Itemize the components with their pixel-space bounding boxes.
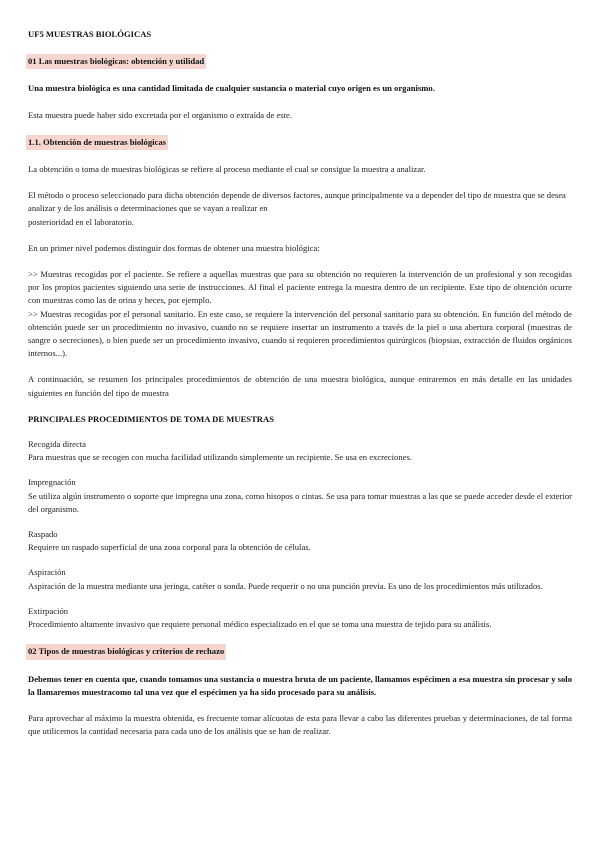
aliquot-paragraph: Para aprovechar al máximo la muestra obtenida, es frecuente tomar alícuotas de esta para llevar a cabo las diferentes pruebas y determinaciones, de tal forma que utilicemos la cantidad necesaria para cada uno de los análisis que se han de realizar. xyxy=(28,712,572,737)
patient-collected-paragraph: >> Muestras recogidas por el paciente. Se refiere a aquellas muestras que para su obtención no requieren la intervención de un profesional y son recogidas por los propios pacientes siguiendo una serie de instrucciones. Al final el paciente entrega la muestra dentro de un recipiente. Este tipo de obtención ocurre con muestras como las de orina y heces, por ejemplo. xyxy=(28,269,572,306)
section-1-1-heading: 1.1. Obtención de muestras biológicas xyxy=(26,135,168,150)
procedure-description: Aspiración de la muestra mediante una jeringa, catéter o sonda. Puede requerir o no una punción previa. Es uno de los procedimientos más utilizados. xyxy=(28,580,543,591)
procedures-heading: PRINCIPALES PROCEDIMIENTOS DE TOMA DE MUESTRAS xyxy=(28,413,274,424)
method-paragraph-line-1: El método o proceso seleccionado para dicha obtención depende de diversos factores, aunque principalmente va a depender del tipo de muestra que se desea analizar y de los análisis o determinaciones que se vayan a realizar en xyxy=(28,190,566,214)
procedure-name: Impregnación xyxy=(28,477,76,488)
procedure-name: Recogida directa xyxy=(28,439,86,450)
document-title: UF5 MUESTRAS BIOLÓGICAS xyxy=(28,29,152,39)
procedure-name: Raspado xyxy=(28,529,58,540)
definition-paragraph: Una muestra biológica es una cantidad limitada de cualquier sustancia o material cuyo origen es un organismo. xyxy=(28,83,435,94)
procedure-item xyxy=(28,605,572,631)
method-paragraph xyxy=(28,189,572,229)
summary-intro: A continuación, se resumen los principales procedimientos de obtención de una muestra biológica, aunque entraremos en más detalle en las unidades siguientes en función del tipo de muestra xyxy=(28,374,572,398)
procedure-item xyxy=(28,476,572,516)
procedure-description: Se utiliza algún instrumento o soporte que impregna una zona, como hisopos o cintas. Se usa para tomar muestras a las que se puede acceder desde el exterior del organismo. xyxy=(28,490,572,514)
document-page xyxy=(28,28,572,738)
obtention-definition: La obtención o toma de muestras biológicas se refiere al proceso mediante el cual se consigue la muestra a analizar. xyxy=(28,164,426,175)
procedure-item xyxy=(28,566,572,592)
procedure-description: Procedimiento altamente invasivo que requiere personal médico especializado en el que se toma una muestra de tejido para su análisis. xyxy=(28,619,492,630)
section-02-heading: 02 Tipos de muestras biológicas y criterios de rechazo xyxy=(26,644,226,659)
procedure-name: Aspiración xyxy=(28,567,66,578)
procedure-item xyxy=(28,528,572,554)
procedure-name: Extirpación xyxy=(28,605,69,616)
procedure-list xyxy=(28,438,572,631)
method-paragraph-line-2: posterioridad en el laboratorio. xyxy=(28,216,134,227)
two-forms-intro: En un primer nivel podemos distinguir dos formas de obtener una muestra biológica: xyxy=(28,242,320,253)
procedure-description: Para muestras que se recogen con mucha facilidad utilizando simplemente un recipiente. Se usa en excreciones. xyxy=(28,452,412,463)
procedure-description: Requiere un raspado superficial de una zona corporal para la obtención de células. xyxy=(28,542,311,553)
specimen-paragraph: Debemos tener en cuenta que, cuando tomamos una sustancia o muestra bruta de un paciente, llamamos espécimen a esa muestra sin procesar y solo la llamaremos muestracomo tal una vez que el espécimen ya ha sido procesado para su análisis. xyxy=(28,673,572,697)
section-01-heading: 01 Las muestras biológicas: obtención y utilidad xyxy=(26,54,206,69)
excretion-note: Esta muestra puede haber sido excretada por el organismo o extraída de este. xyxy=(28,109,292,120)
staff-collected-paragraph: >> Muestras recogidas por el personal sanitario. En este caso, se requiere la intervención del personal sanitario para su obtención. En función del método de obtención puede ser un procedimiento no invasivo, cuando no se requiere insertar un instrumento a través de la piel o una abertura corporal (muestras de sangre o secreciones), o bien puede ser un procedimiento invasivo, cuando sí requieren procedimientos quirúrgicos (biopsias, extracción de fluidos orgánicos internos...). xyxy=(28,308,572,359)
procedure-item xyxy=(28,438,572,464)
